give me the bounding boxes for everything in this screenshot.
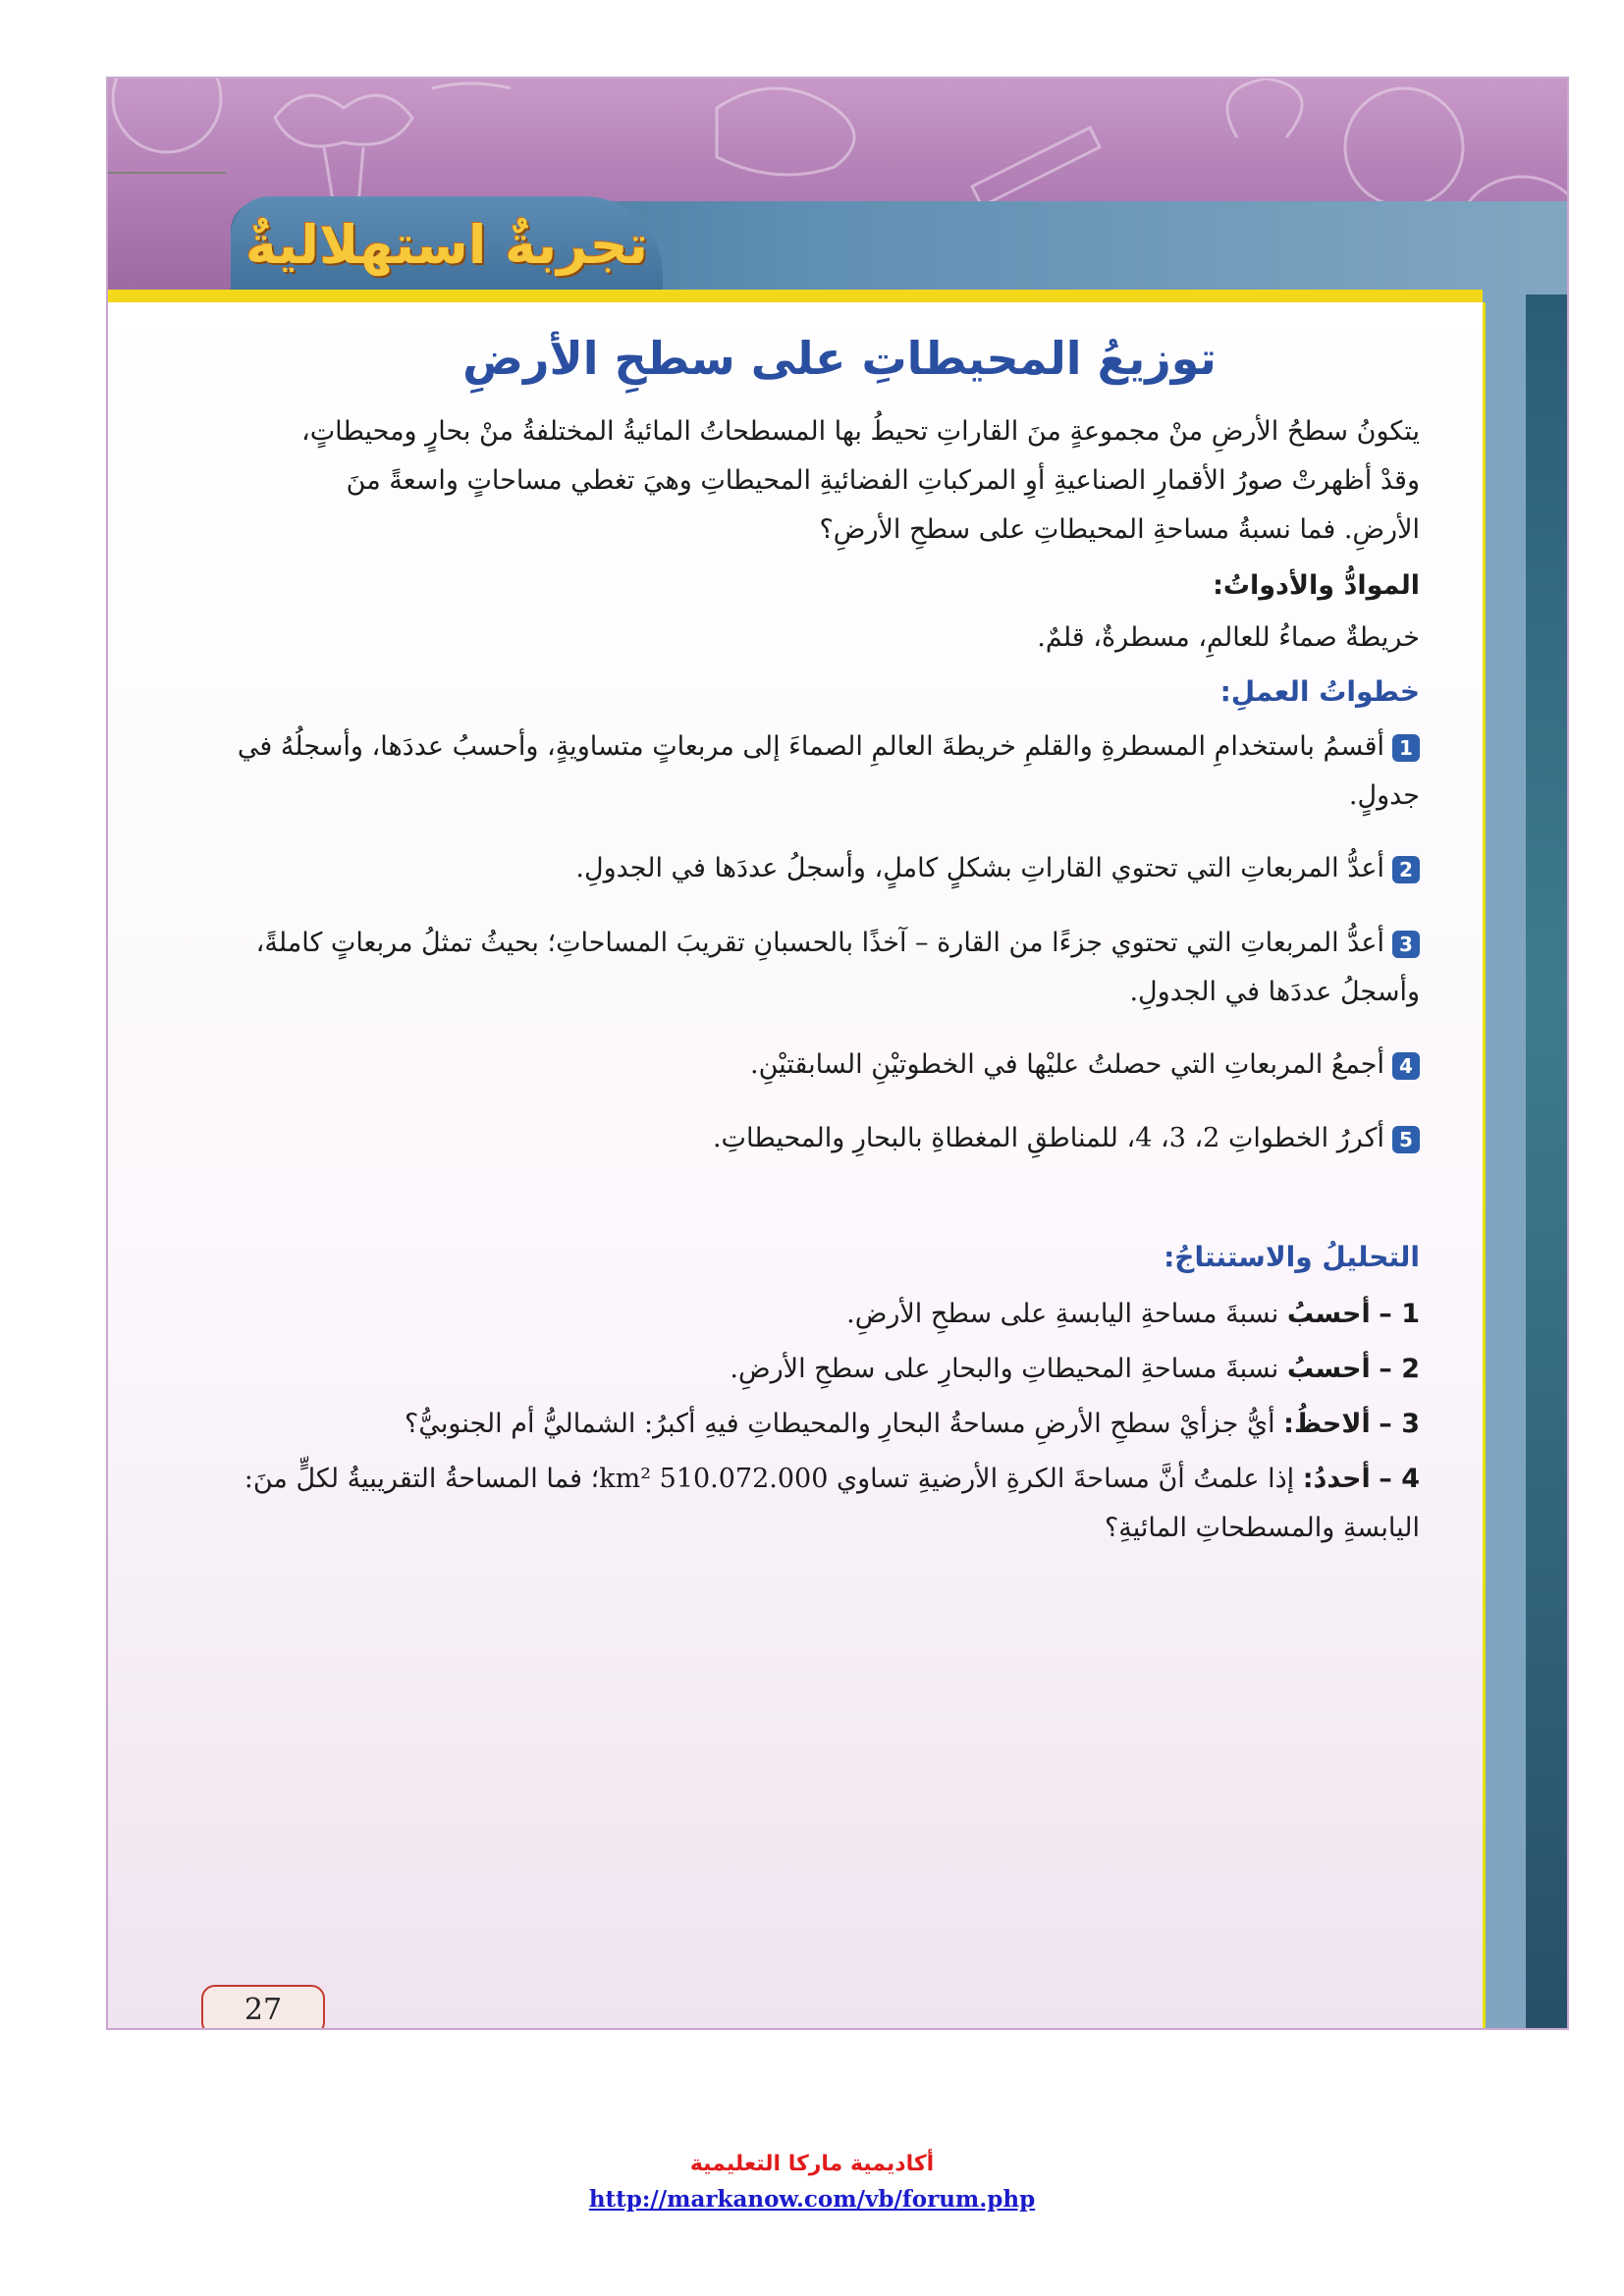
- footer-academy-name: أكاديمية ماركا التعليمية: [689, 2152, 935, 2176]
- step-number-badge: 5: [1392, 1126, 1420, 1153]
- step-number-badge: 3: [1392, 931, 1420, 958]
- question-verb: أحسبُ: [1286, 1354, 1371, 1384]
- question-number: 2 –: [1379, 1354, 1420, 1384]
- question-verb: أحسبُ: [1286, 1299, 1371, 1329]
- analysis-question: [232, 1290, 1420, 1339]
- procedure-heading: خطواتُ العملِ:: [1219, 675, 1420, 708]
- step-number-badge: 1: [1392, 734, 1420, 762]
- step-number-badge: 4: [1392, 1052, 1420, 1080]
- question-verb: أحددُ:: [1302, 1464, 1371, 1494]
- lesson-title: توزيعُ المحيطاتِ على سطحِ الأرضِ: [462, 332, 1217, 385]
- book-page: [106, 77, 1569, 2030]
- procedure-step: [232, 919, 1420, 1017]
- section-tab-title: تجربةٌ استهلاليةٌ: [245, 214, 648, 276]
- question-number: 1 –: [1379, 1299, 1420, 1329]
- analysis-heading: التحليلُ والاستنتاجُ:: [1164, 1241, 1420, 1273]
- step-number-badge: 2: [1392, 856, 1420, 883]
- step-text: أجمعُ المربعاتِ التي حصلتُ عليْها في الخطوتيْنِ السابقتيْنِ.: [750, 1049, 1384, 1080]
- question-text: نسبةَ مساحةِ المحيطاتِ والبحارِ على سطحِ الأرضِ.: [730, 1354, 1279, 1384]
- procedure-heading-wrap: [271, 667, 1420, 717]
- question-number: 4 –: [1379, 1464, 1420, 1494]
- question-verb: ألاحظُ:: [1283, 1409, 1371, 1439]
- footer-forum-link[interactable]: http://markanow.com/vb/forum.php: [588, 2186, 1036, 2213]
- analysis-question: [232, 1400, 1420, 1449]
- accent-strip: [108, 290, 1483, 303]
- procedure-step: [232, 1114, 1420, 1163]
- procedure-step: [232, 722, 1420, 821]
- materials-heading: الموادُّ والأدواتُ:: [1213, 570, 1420, 601]
- materials-text: خريطةٌ صماءُ للعالمِ، مسطرةٌ، قلمٌ.: [1037, 622, 1420, 653]
- analysis-question: [232, 1455, 1420, 1553]
- step-text: أعدُّ المربعاتِ التي تحتوي القاراتِ بشكلٍ كاملٍ، وأسجلُ عددَها في الجدولِ.: [575, 853, 1384, 883]
- procedure-step: [232, 844, 1420, 893]
- step-text: أقسمُ باستخدامِ المسطرةِ والقلمِ خريطةَ العالمِ الصماءَ إلى مربعاتٍ متساويةٍ، وأحسبُ عددَها، وأسجلُهُ في جدولٍ.: [237, 731, 1420, 811]
- question-text: نسبةَ مساحةِ اليابسةِ على سطحِ الأرضِ.: [846, 1299, 1279, 1329]
- page-number: 27: [201, 1985, 325, 2030]
- materials-section: [271, 561, 1420, 611]
- question-text: أيُّ جزأيْ سطحِ الأرضِ مساحةُ البحارِ والمحيطاتِ فيهِ أكبرُ: الشماليُّ أم الجنوبيُّ؟: [405, 1409, 1275, 1439]
- decorative-water-edge: [1526, 294, 1567, 2030]
- intro-paragraph: يتكونُ سطحُ الأرضِ منْ مجموعةٍ منَ القاراتِ تحيطُ بها المسطحاتُ المائيةُ المختلفةُ منْ بحارٍ ومحيطاتٍ، وقدْ أظهرتْ صورُ الأقمارِ الصناعيةِ أوِ المركباتِ الفضائيةِ المحيطاتِ وهيَ تغطي مساحاتٍ واسعةً منَ الأرضِ. فما نسبةُ مساحةِ المحيطاتِ على سطحِ الأرضِ؟: [301, 416, 1420, 545]
- question-number: 3 –: [1379, 1409, 1420, 1439]
- margin-rule: [108, 172, 226, 174]
- step-text: أعدُّ المربعاتِ التي تحتوي جزءًا من القارة – آخذًا بالحسبانِ تقريبَ المساحاتِ؛ بحيثُ تمثلُ مربعاتٍ كاملةً، وأسجلُ عددَها في الجدولِ.: [255, 928, 1420, 1007]
- question-text: إذا علمتُ أنَّ مساحةَ الكرةِ الأرضيةِ تساوي 510.072.000 km²؛ فما المساحةُ التقريبيةُ لكلٍّ منَ: اليابسةِ والمسطحاتِ المائيةِ؟: [244, 1464, 1420, 1543]
- analysis-heading-wrap: [271, 1233, 1420, 1282]
- step-text: أكررُ الخطواتِ 2، 3، 4، للمناطقِ المغطاةِ بالبحارِ والمحيطاتِ.: [712, 1123, 1384, 1153]
- analysis-question: [232, 1345, 1420, 1394]
- procedure-step: [232, 1041, 1420, 1090]
